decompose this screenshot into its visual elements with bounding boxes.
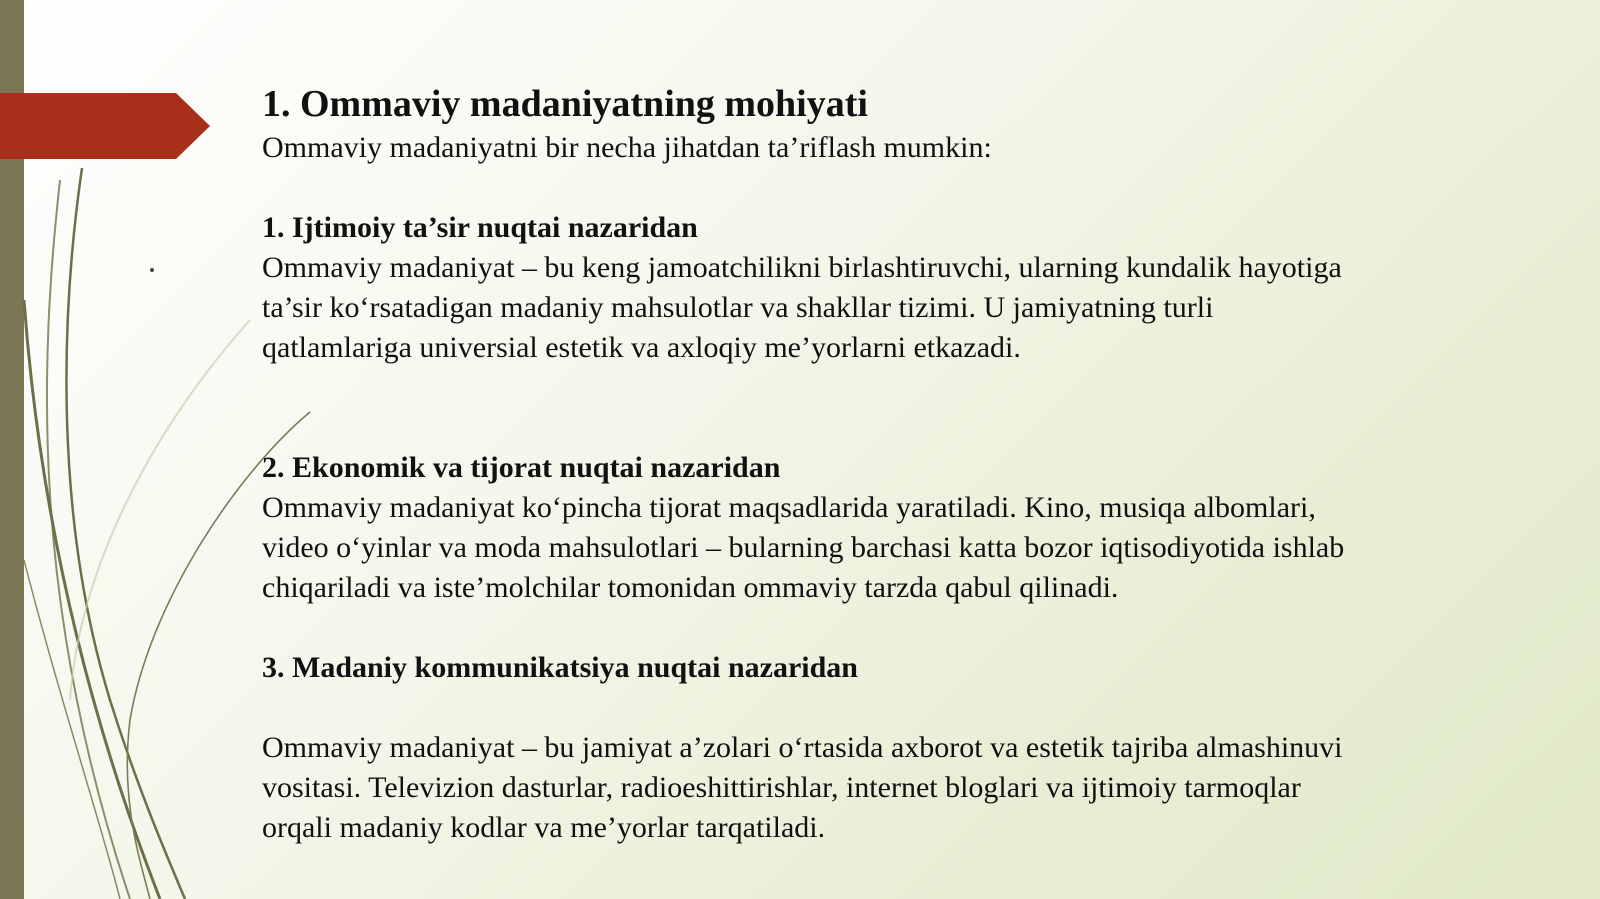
section-body-line: ta’sir ko‘rsatadigan madaniy mahsulotlar va shakllar tizimi. U jamiyatning turli xyxy=(262,291,1214,324)
section-body-line: chiqariladi va iste’molchilar tomonidan ommaviy tarzda qabul qilinadi. xyxy=(262,571,1119,604)
slide-content xyxy=(262,80,1482,848)
intro-text: Ommaviy madaniyatni bir necha jihatdan ta’riflash mumkin: xyxy=(262,131,992,164)
section-body-line: video o‘yinlar va moda mahsulotlari – bularning barchasi katta bozor iqtisodiyotida ishlab xyxy=(262,531,1345,564)
section-heading: 1. Ijtimoiy ta’sir nuqtai nazaridan xyxy=(262,211,698,244)
section-body-line: Ommaviy madaniyat – bu jamiyat a’zolari o‘rtasida axborot va estetik tajriba almashinuvi xyxy=(262,731,1343,764)
section-body-line: Ommaviy madaniyat – bu keng jamoatchilikni birlashtiruvchi, ularning kundalik hayotiga xyxy=(262,251,1342,284)
section-body-line: Ommaviy madaniyat ko‘pincha tijorat maqsadlarida yaratiladi. Kino, musiqa albomlari, xyxy=(262,491,1316,524)
bullet-dot xyxy=(150,268,154,272)
slide-title: 1. Ommaviy madaniyatning mohiyati xyxy=(262,83,868,125)
section-heading: 3. Madaniy kommunikatsiya nuqtai nazaridan xyxy=(262,651,858,684)
section-heading: 2. Ekonomik va tijorat nuqtai nazaridan xyxy=(262,451,781,484)
section-economic xyxy=(262,448,1482,608)
section-social xyxy=(262,208,1482,368)
section-body-line: qatlamlariga universial estetik va axloqiy me’yorlarni etkazadi. xyxy=(262,331,1021,364)
arrow-tab-accent xyxy=(0,93,210,159)
section-body-line: vositasi. Televizion dasturlar, radioeshittirishlar, internet bloglari va ijtimoiy tarmoqlar xyxy=(262,771,1301,804)
section-communication xyxy=(262,648,1482,848)
section-body-line: orqali madaniy kodlar va me’yorlar tarqatiladi. xyxy=(262,811,826,844)
